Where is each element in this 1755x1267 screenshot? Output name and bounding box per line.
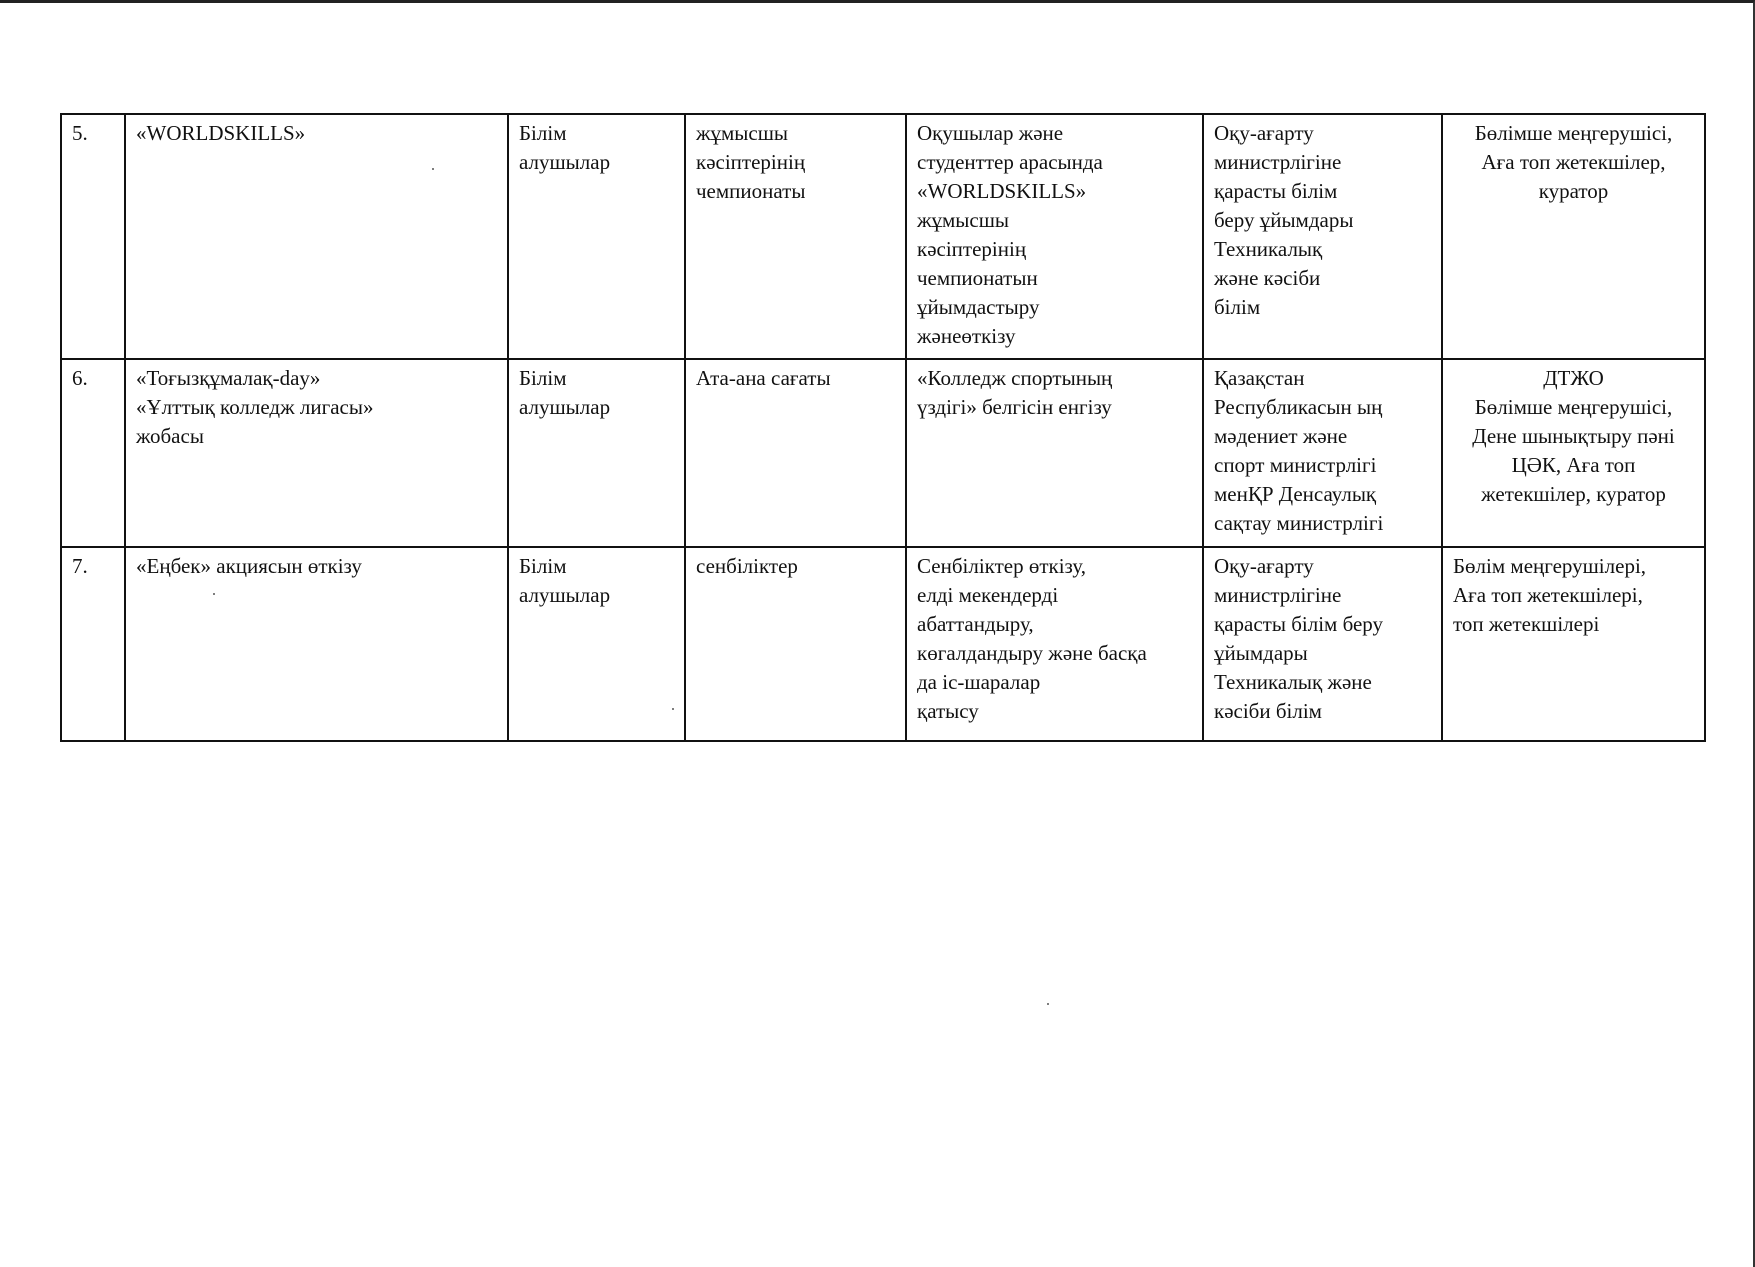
- event-name: «Еңбек» акциясын өткізу: [125, 547, 508, 741]
- responsible-cell: Бөлімше меңгерушісі, Аға топ жетекшілер, куратор: [1442, 114, 1705, 359]
- responsible-cell: Бөлім меңгерушілері, Аға топ жетекшілері, топ жетекшілері: [1442, 547, 1705, 741]
- table-row: [61, 547, 1705, 741]
- participants-cell: Білім алушылар: [508, 114, 685, 359]
- participants-cell: Білім алушылар: [508, 359, 685, 547]
- event-name: «WORLDSKILLS»: [125, 114, 508, 359]
- row-number: 7.: [61, 547, 125, 741]
- form-cell: сенбіліктер: [685, 547, 906, 741]
- scan-speck: [1047, 1003, 1049, 1005]
- description-cell: Оқушылар және студенттер арасында «WORLDSKILLS» жұмысшы кәсіптерінің чемпионатын ұйымдастыру жәнеөткізу: [906, 114, 1203, 359]
- form-cell: Ата-ана сағаты: [685, 359, 906, 547]
- events-table: [60, 113, 1706, 742]
- partners-cell: Оқу-ағарту министрлігіне қарасты білім беру ұйымдары Техникалық және кәсіби білім: [1203, 114, 1442, 359]
- table-row: [61, 359, 1705, 547]
- description-cell: Сенбіліктер өткізу, елді мекендерді абаттандыру, көгалдандыру және басқа да іс-шаралар қатысу: [906, 547, 1203, 741]
- responsible-cell: ДТЖО Бөлімше меңгерушісі, Дене шынықтыру пәні ЦӘК, Аға топ жетекшілер, куратор: [1442, 359, 1705, 547]
- row-number: 6.: [61, 359, 125, 547]
- event-name: «Тоғызқұмалақ-day» «Ұлттық колледж лигасы» жобасы: [125, 359, 508, 547]
- description-cell: «Колледж спортының үздігі» белгісін енгізу: [906, 359, 1203, 547]
- partners-cell: Қазақстан Республикасын ың мәдениет және спорт министрлігі менҚР Денсаулық сақтау министрлігі: [1203, 359, 1442, 547]
- partners-cell: Оқу-ағарту министрлігіне қарасты білім беру ұйымдары Техникалық және кәсіби білім: [1203, 547, 1442, 741]
- participants-cell: Білім алушылар: [508, 547, 685, 741]
- form-cell: жұмысшы кәсіптерінің чемпионаты: [685, 114, 906, 359]
- row-number: 5.: [61, 114, 125, 359]
- table-row: [61, 114, 1705, 359]
